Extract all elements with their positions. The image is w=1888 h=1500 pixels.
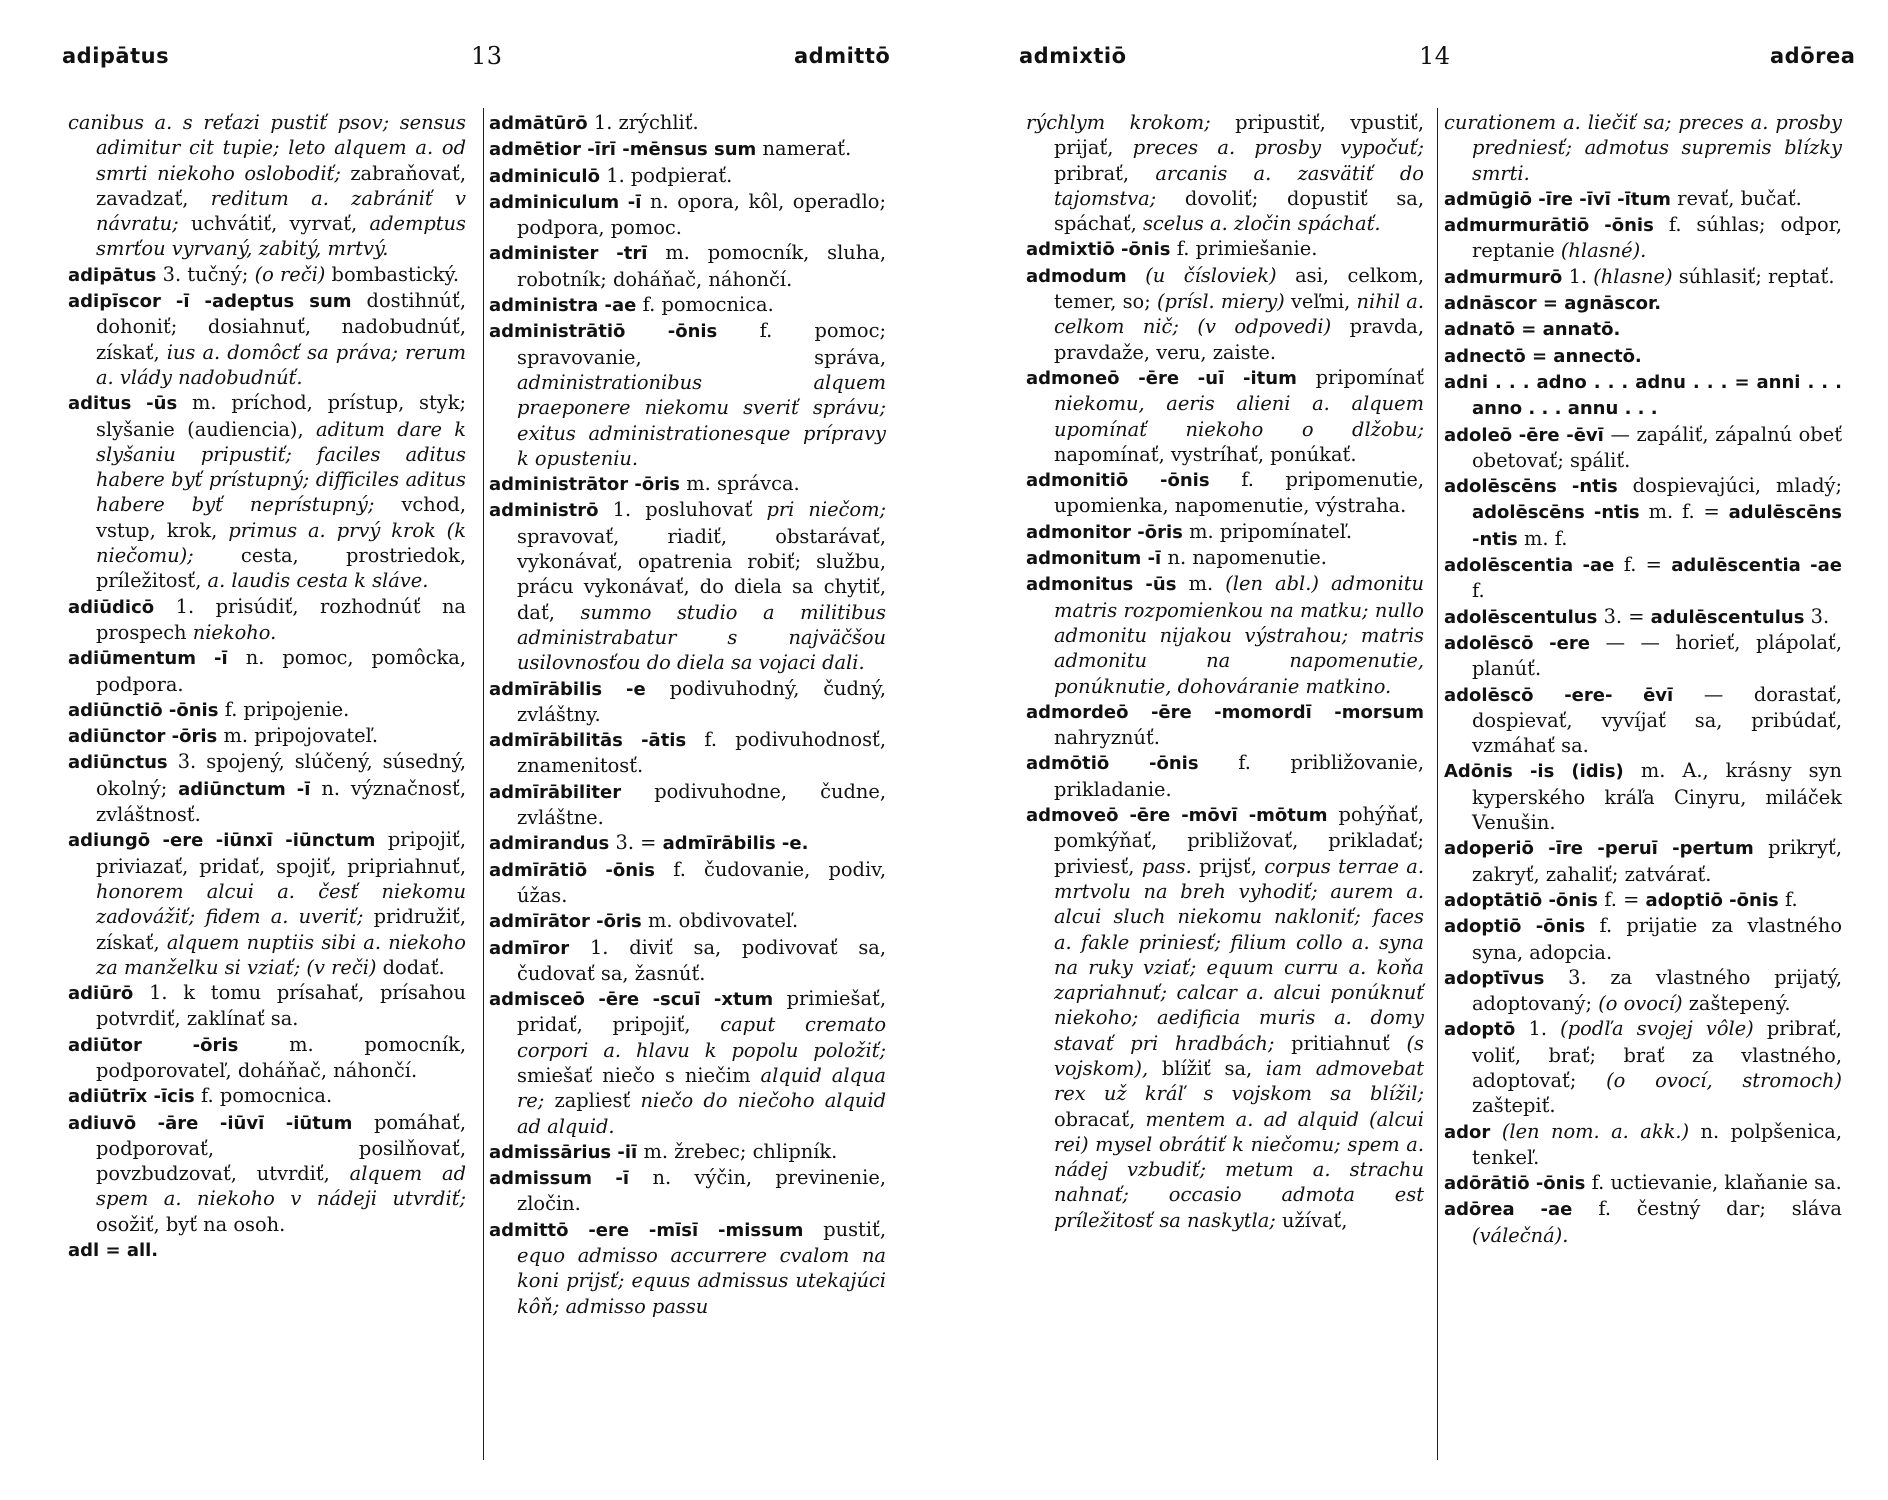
dictionary-entry <box>489 1139 886 1165</box>
dictionary-entry <box>1444 473 1842 552</box>
definition-text: f. primiešanie. <box>1176 237 1318 261</box>
definition-text: dospievajúci, mladý; <box>1632 474 1842 498</box>
dictionary-entry <box>1444 604 1842 630</box>
italic-text: curationem a. liečiť sa; preces a. prosby predniesť; admotus supremis blízky smrti. <box>1444 111 1842 185</box>
definition-text: pripomínať <box>1315 365 1424 389</box>
headword: adiūdicō <box>68 596 176 618</box>
column-divider <box>483 108 484 1460</box>
headword: adiūnctum -ī <box>178 778 322 800</box>
dictionary-entry <box>1444 343 1842 369</box>
definition-text: f. = <box>1623 553 1672 577</box>
italic-text: summo studio a militibus administrabatur s najväčšou usilovnosťou do diela sa vojaci dali. <box>517 600 886 675</box>
definition-text: n. polpšenica, tenkeľ. <box>1472 1119 1842 1169</box>
definition-text: pustiť, <box>823 1217 886 1241</box>
dictionary-entry <box>1444 965 1842 1017</box>
italic-text: iam admovebat rex už kráľ s vojskom sa blížil; <box>1054 1056 1424 1106</box>
headword: adōrātiō -ōnis <box>1444 1173 1592 1195</box>
headword: adiungō -ere -iūnxī -iūnctum <box>68 830 388 852</box>
headword: administrātiō -ōnis <box>489 321 760 343</box>
headword: adminiculō <box>489 165 607 187</box>
headword: admīrātiō -ōnis <box>489 859 674 881</box>
dictionary-entry <box>1444 1119 1842 1171</box>
italic-text: (o reči) <box>254 262 332 286</box>
italic-text: niečo do niečoho alquid ad alquid. <box>517 1089 887 1138</box>
italic-text: equo admisso accurrere cvalom na koni prijsť; equus admissus utekajúci kôň; admisso passu <box>517 1244 886 1318</box>
headword: adoptātiō -ōnis <box>1444 889 1605 911</box>
definition-text: obracať, <box>1054 1107 1146 1131</box>
dictionary-entry <box>1444 1016 1842 1118</box>
dictionary-entry <box>1444 1170 1842 1196</box>
dictionary-entry <box>489 1217 886 1319</box>
dictionary-entry <box>68 1237 466 1263</box>
dictionary-entry <box>1026 802 1424 1233</box>
definition-text: n. význačnosť, zvláštnosť. <box>96 776 466 827</box>
definition-text: zaštepiť. <box>1472 1094 1556 1118</box>
italic-text: (s vojskom), <box>1054 1031 1425 1080</box>
dictionary-entry <box>68 980 466 1032</box>
italic-text: arcanis a. zasvätiť do tajomstva; <box>1054 161 1424 210</box>
headword: adoptiō -ōnis <box>1444 916 1600 938</box>
italic-text: (len abl.) admonitu matris rozpomienkou na matku; nullo admonitu nijakou výstrahou; matris admonitu na napomenutie, ponúknutie, dohováranie matkino. <box>1054 572 1425 698</box>
dictionary-entry <box>1026 545 1424 571</box>
definition-text: blížiť sa, <box>1161 1056 1266 1080</box>
definition-text: 3. spojený, slúčený, súsedný, okolný; <box>96 750 466 800</box>
italic-text: niekomu, aeris alieni a. alquem upomínať niekoho o dlžobu; <box>1054 392 1424 441</box>
italic-text: alquid alqua re; <box>517 1063 886 1113</box>
italic-text: alquem nuptiis sibi a. niekoho za manželku si vziať; (v reči) <box>96 930 466 979</box>
headword: administrō <box>489 500 613 522</box>
definition-text: podivuhodne, čudne, zvláštne. <box>517 779 886 830</box>
definition-text: 1. zrýchliť. <box>593 111 699 134</box>
running-header-right: admittō <box>794 44 891 68</box>
italic-text: ademptus smrťou vyrvaný, zabitý, mrtvý. <box>96 212 466 261</box>
italic-text: (u čísloviek) <box>1145 263 1296 287</box>
headword: admonitiō -ōnis <box>1026 470 1242 492</box>
dictionary-entry <box>1444 887 1842 913</box>
definition-text: pribrať, voliť, brať; brať za vlastného, adoptovať; <box>1472 1017 1842 1092</box>
definition-text: f. čestný dar; sláva <box>1598 1197 1842 1221</box>
definition-text: smiešať niečo s niečim <box>517 1063 761 1087</box>
dictionary-entry <box>489 240 886 292</box>
dictionary-entry <box>1444 290 1842 316</box>
headword: admonitum -ī <box>1026 548 1168 570</box>
dictionary-entry <box>1026 236 1424 262</box>
headword: Adōnis -is (idis) <box>1444 761 1641 783</box>
dictionary-entry <box>1444 552 1842 604</box>
dictionary-entry <box>489 163 886 189</box>
headword: adiūnctus <box>68 752 178 774</box>
definition-text: primiešať, pridať, pripojiť, <box>517 987 886 1037</box>
dictionary-entry <box>489 136 886 162</box>
definition-text: pripustiť, vpustiť, prijať, <box>1054 111 1425 160</box>
dictionary-entry <box>489 318 886 471</box>
dictionary-entry <box>1444 682 1842 759</box>
definition-text: 3. = <box>1603 604 1651 628</box>
definition-text: bombastický. <box>331 262 460 286</box>
definition-text: — dorastať, dospievať, vyvíjať sa, pribúdať, vzmáhať sa. <box>1472 682 1843 758</box>
dictionary-entry <box>489 779 886 831</box>
page-number: 14 <box>1419 42 1451 70</box>
running-header-right: adōrea <box>1770 44 1856 68</box>
definition-text: f. podivuhodnosť, znamenitosť. <box>517 728 886 778</box>
headword: admīrābilis -e. <box>662 833 809 855</box>
definition-text: m. pomocník, podporovateľ, doháňač, náhončí. <box>96 1032 466 1082</box>
headword: admūgiō -īre -īvī -ītum <box>1444 188 1678 210</box>
dictionary-entry <box>1026 699 1424 751</box>
dictionary-entry <box>489 676 886 728</box>
italic-text: rýchlym krokom; <box>1026 111 1236 134</box>
definition-text: f. pomoc; spravovanie, správa, <box>517 319 886 369</box>
italic-text: mentem a. ad alquid (alcui rei) mysel obrátiť k niečomu; spem a. nádej vzbudiť; metum a. strachu nahnať; occasio admota est príležitosť sa naskytla; <box>1054 1107 1424 1232</box>
headword: admodum <box>1026 265 1146 287</box>
dictionary-entry <box>68 1032 466 1084</box>
definition-text: vchod, vstup, krok, <box>96 493 466 542</box>
dictionary-entry <box>1444 186 1842 212</box>
definition-text: namerať. <box>762 137 852 161</box>
headword: adulēscentia -ae <box>1671 555 1842 577</box>
headword: admōtiō -ōnis <box>1026 753 1239 775</box>
headword: admētior -īrī -mēnsus sum <box>489 139 763 161</box>
definition-text: f. <box>1784 887 1798 911</box>
definition-text: 1. <box>1528 1017 1561 1041</box>
dictionary-entry <box>68 262 466 288</box>
dictionary-entry <box>489 497 886 675</box>
definition-text: revať, bučať. <box>1677 186 1802 210</box>
headword: admātūrō <box>489 113 594 134</box>
headword: adolēscentia -ae <box>1444 555 1624 577</box>
dictionary-entry <box>68 827 466 980</box>
headword: adolēscō -ere <box>1444 632 1606 654</box>
dictionary-entry <box>68 110 466 262</box>
italic-text: canibus a. s reťazi pustiť psov; sensus adimitur cit tupie; leto alquem a. od smrti niekoho oslobodiť; <box>68 111 466 185</box>
dictionary-entry <box>68 594 466 646</box>
headword: admittō -ere -mīsī -missum <box>489 1219 824 1241</box>
dictionary-entry <box>489 1165 886 1217</box>
headword: adoperiō -īre -peruī -pertum <box>1444 838 1769 860</box>
headword: admīror <box>489 937 590 959</box>
headword: administrātor -ōris <box>489 474 687 496</box>
italic-text: nihil a. celkom nič; (v odpovedi) <box>1054 290 1424 339</box>
dictionary-entry <box>1026 750 1424 802</box>
italic-text: aditum dare k slyšaniu pripustiť; faciles aditus habere byť prístupný; difficiles aditus habere byť neprístupný; <box>96 417 467 517</box>
definition-text: m. f. = <box>1648 500 1729 524</box>
definition-text: f. pripojenie. <box>224 697 350 721</box>
definition-text: pridružiť, získať, <box>96 905 466 954</box>
definition-text: m. pripomínateľ. <box>1189 519 1353 543</box>
definition-text: 3. = <box>615 831 663 855</box>
headword: admordeō -ēre -momordī -morsum <box>1026 701 1424 723</box>
headword: adiūnctiō -ōnis <box>68 699 225 721</box>
headword: admīrābilis -e <box>489 678 670 700</box>
italic-text: (válečná). <box>1472 1223 1569 1247</box>
definition-text: m. pripojovateľ. <box>223 724 379 748</box>
italic-text: (o ovocí) <box>1598 992 1689 1016</box>
headword: adipīscor -ī -adeptus sum <box>68 291 367 313</box>
definition-text: m. f. <box>1524 526 1568 550</box>
headword: admoneō -ēre -uī -itum <box>1026 367 1316 389</box>
running-header-left: adipātus <box>62 44 170 68</box>
dictionary-entry <box>1026 263 1424 365</box>
headword: admisceō -ēre -scuī -xtum <box>489 989 787 1011</box>
dictionary-entry <box>489 189 886 241</box>
definition-text: zaštepený. <box>1688 992 1791 1016</box>
headword: adolēscēns -ntis <box>1472 502 1649 524</box>
headword: adni . . . adno . . . adnu . . . = anni . . . anno . . . annu . . . <box>1444 371 1842 420</box>
definition-text: 3. za vlastného prijatý, adoptovaný; <box>1472 965 1842 1016</box>
definition-text: 1. diviť sa, podivovať sa, čudovať sa, žasnúť. <box>517 935 886 985</box>
headword: admoveō -ēre -mōvī -mōtum <box>1026 805 1339 827</box>
dictionary-entry <box>489 935 886 987</box>
headword: aditus -ūs <box>68 393 193 415</box>
definition-text: 1. posluhovať <box>612 498 767 522</box>
headword: administra -ae <box>489 295 643 317</box>
italic-text: preces a. prosby vypočuť; <box>1132 136 1424 160</box>
italic-text: (podľa svojej vôle) <box>1560 1017 1767 1041</box>
dictionary-entry <box>1026 365 1424 467</box>
headword: admissum -ī <box>489 1168 653 1190</box>
italic-text: niekoho. <box>192 620 277 644</box>
dictionary-entry <box>68 749 466 827</box>
headword: admirandus <box>489 833 616 855</box>
dictionary-entry <box>68 723 466 749</box>
dictionary-entry <box>1026 110 1424 236</box>
running-header-left: admixtiō <box>1019 44 1127 68</box>
dictionary-entry <box>1444 913 1842 965</box>
headword: ador <box>1444 1121 1502 1143</box>
definition-text: cesta, prostriedok, príležitosť, <box>96 544 467 593</box>
headword: admurmurō <box>1444 266 1569 288</box>
dictionary-entry <box>68 697 466 723</box>
dictionary-column-2 <box>489 110 886 1319</box>
headword: admīrātor -ōris <box>489 911 648 933</box>
dictionary-entry <box>1444 212 1842 264</box>
definition-text: f. čudovanie, podiv, úžas. <box>517 857 886 907</box>
italic-text: corpus terrae a. mrtvolu na breh vyhodiť; aurem a. alcui sluch niekomu nakloniť; faces a. fakle priniesť; filium collo a. syna na ruky vziať; equum curru a. koňa zapriahnuť; calcar a. alcui ponúknuť niekoho; aedificia muris a. domy stavať pri hradbách; <box>1054 854 1425 1055</box>
definition-text: napomínať, vystríhať, ponúkať. <box>1054 442 1357 466</box>
headword: adoptiō -ōnis <box>1645 889 1785 911</box>
headword: adiūtor -ōris <box>68 1034 290 1056</box>
headword: adolēscēns -ntis <box>1444 476 1633 498</box>
definition-text: m. žrebec; chlipník. <box>643 1139 838 1163</box>
definition-text: f. pomocnica. <box>642 293 774 317</box>
headword: admurmurātiō -ōnis <box>1444 215 1669 237</box>
headword: administer -trī <box>489 243 666 265</box>
dictionary-entry <box>68 288 466 390</box>
definition-text: m. A., krásny syn kyperského kráľa Cinyru, miláček Venušin. <box>1472 759 1842 835</box>
dictionary-entry <box>489 727 886 779</box>
italic-text: (hlasne) <box>1593 264 1679 288</box>
definition-text: f. <box>1472 579 1485 603</box>
definition-text: m. príchod, prístup, styk; slyšanie (audiencia), <box>96 391 466 441</box>
page-number: 13 <box>471 42 503 70</box>
definition-text: m. obdivovateľ. <box>647 909 799 933</box>
definition-text: f. približovanie, prikladanie. <box>1054 751 1424 801</box>
definition-text: zabraňovať, zavadzať, <box>96 161 466 210</box>
headword: adolēscentulus <box>1444 606 1604 628</box>
headword: adnāscor = agnāscor. <box>1444 293 1662 315</box>
definition-text: 1. prisúdiť, rozhodnúť na prospech <box>96 594 466 644</box>
definition-text: 3. tučný; <box>162 262 255 286</box>
italic-text: pass. <box>1141 854 1200 878</box>
dictionary-entry <box>489 908 886 934</box>
column-divider <box>1437 108 1438 1460</box>
italic-text: (hlasné). <box>1560 239 1647 263</box>
italic-text: scelus a. zločin spáchať. <box>1142 212 1381 236</box>
definition-text: asi, celkom, temer, so; <box>1054 263 1424 314</box>
definition-text: dostihnúť, dohoniť; dosiahnuť, nadobudnúť, získať, <box>96 289 466 364</box>
dictionary-entry <box>489 471 886 497</box>
definition-text: — zapáliť, zápalnú obeť obetovať; spáliť. <box>1472 422 1842 472</box>
dictionary-column-2 <box>1444 110 1842 1248</box>
dictionary-column-1 <box>68 110 466 1263</box>
dictionary-entry <box>1444 110 1842 186</box>
definition-text: m. pomocník, sluha, robotník; doháňač, náhončí. <box>517 241 886 291</box>
italic-text: ius a. domôcť sa práva; rerum a. vlády nadobudnúť. <box>96 340 466 389</box>
headword: adiūnctor -ōris <box>68 726 224 748</box>
definition-text: — — horieť, plápolať, planúť. <box>1472 630 1842 681</box>
headword: admixtiō -ōnis <box>1026 239 1177 261</box>
definition-text: pomáhať, podporovať, posilňovať, povzbudzovať, utvrdiť, <box>96 1110 466 1186</box>
headword: adulēscentulus <box>1650 606 1811 628</box>
dictionary-entry <box>489 292 886 318</box>
definition-text: m. správca. <box>686 472 800 496</box>
definition-text: osožiť, byť na osoh. <box>96 1212 286 1236</box>
definition-text: f. pomocnica. <box>201 1084 333 1108</box>
definition-text: n. výčin, previnenie, zločin. <box>517 1166 886 1216</box>
dictionary-entry <box>1444 422 1842 474</box>
headword: adiūmentum -ī <box>68 648 246 670</box>
definition-text: m. <box>1188 572 1226 596</box>
headword: adiūtrīx -īcis <box>68 1086 202 1108</box>
definition-text: 1. podpierať. <box>606 163 733 187</box>
dictionary-entry <box>1444 369 1842 422</box>
headword: adiuvō -āre -iūvī -iūtum <box>68 1112 374 1134</box>
dictionary-column-1 <box>1026 110 1424 1233</box>
definition-text: nahryznúť. <box>1054 726 1160 750</box>
definition-text: uchvátiť, vyrvať, <box>190 212 370 236</box>
dictionary-entry <box>489 110 886 136</box>
definition-text: súhlasiť; reptať. <box>1678 264 1835 288</box>
dictionary-entry <box>489 986 886 1139</box>
italic-text: primus a. prvý krok (k niečomu); <box>96 518 466 568</box>
headword: admonitor -ōris <box>1026 521 1190 543</box>
definition-text: f. = <box>1604 887 1646 911</box>
headword: admīrābiliter <box>489 781 655 803</box>
dictionary-entry <box>1026 519 1424 545</box>
italic-text: (o ovocí, stromoch) <box>1606 1068 1843 1092</box>
dictionary-entry <box>1026 571 1424 698</box>
italic-text: (len nom. a. akk.) <box>1501 1119 1701 1143</box>
headword: adnectō = annectō. <box>1444 345 1642 367</box>
definition-text: prikryť, zakryť, zahaliť; zatvárať. <box>1472 836 1842 886</box>
definition-text: f. pripomenutie, upomienka, napomenutie, výstraha. <box>1054 468 1424 518</box>
definition-text: pribrať, <box>1054 161 1156 185</box>
dictionary-entry <box>68 390 466 593</box>
dictionary-entry <box>1444 758 1842 835</box>
definition-text: pohýňať, pomkýňať, približovať, prikladať; priviesť, <box>1054 803 1424 878</box>
definition-text: dovoliť; dopustiť sa, spáchať, <box>1054 186 1425 236</box>
dictionary-entry <box>68 1083 466 1109</box>
dictionary-entry <box>1444 264 1842 290</box>
definition-text: f. prijatie za vlastného syna, adopcia. <box>1472 914 1842 964</box>
dictionary-entry <box>489 857 886 909</box>
definition-text: užívať, <box>1281 1208 1348 1232</box>
dictionary-entry <box>1026 467 1424 519</box>
dictionary-entry <box>68 645 466 697</box>
dictionary-entry <box>1444 1196 1842 1248</box>
dictionary-entry <box>1444 630 1842 682</box>
dictionary-entry <box>489 830 886 856</box>
headword: adminiculum -ī <box>489 191 651 213</box>
headword: adl = all. <box>68 1240 159 1262</box>
headword: admissārius -iī <box>489 1141 644 1163</box>
definition-text: pravda, pravdaže, veru, zaiste. <box>1054 315 1424 364</box>
italic-text: administrationibus alquem praeponere niekomu sveriť správu; exitus administrationesque prípravy k opusteniu. <box>517 370 886 470</box>
dictionary-entry <box>1444 835 1842 887</box>
definition-text: dodať. <box>382 955 445 979</box>
headword: adoptō <box>1444 1019 1529 1041</box>
italic-text: (prísl. miery) <box>1156 290 1291 314</box>
headword: adoptīvus <box>1444 967 1569 989</box>
definition-text: veľmi, <box>1290 290 1357 314</box>
definition-text: spravovať, riadiť, obstarávať, vykonávať, opatrenia robiť; službu, prácu vykonávať, do diela sa chytiť, dať, <box>517 524 886 624</box>
definition-text: n. napomenutie. <box>1167 546 1327 570</box>
headword: adoleō -ēre -ēvī <box>1444 424 1611 446</box>
headword: adnatō = annatō. <box>1444 319 1621 341</box>
definition-text: 1. <box>1568 264 1594 288</box>
right-page <box>944 0 1888 1500</box>
headword: adolēscō -ere- ēvī <box>1444 684 1704 706</box>
definition-text: f. súhlas; odpor, reptanie <box>1472 213 1842 263</box>
definition-text: prijsť, <box>1199 854 1265 878</box>
dictionary-entry <box>1444 316 1842 342</box>
italic-text: caput cremato corpori a. hlavu k popolu položiť; <box>517 1013 887 1062</box>
headword: admonitus -ūs <box>1026 574 1189 596</box>
headword: adiūrō <box>68 983 150 1005</box>
definition-text: n. opora, kôl, operadlo; podpora, pomoc. <box>517 189 886 240</box>
definition-text: 1. k tomu prísahať, prísahou potvrdiť, zaklínať sa. <box>96 981 466 1031</box>
headword: adipātus <box>68 264 163 286</box>
headword: admīrābilitās -ātis <box>489 730 705 752</box>
italic-text: honorem alcui a. česť niekomu zadovážiť; fidem a. uveriť; <box>96 879 466 929</box>
definition-text: 3. <box>1810 604 1830 628</box>
definition-text: zapliesť <box>554 1089 641 1113</box>
italic-text: pri niečom; <box>766 498 886 522</box>
dictionary-entry <box>68 1110 466 1237</box>
italic-text: a. laudis cesta k sláve. <box>207 569 429 593</box>
headword: adulēscēns -ntis <box>1472 502 1842 550</box>
italic-text: reditum a. zabrániť v návratu; <box>96 186 466 236</box>
definition-text: pritiahnuť <box>1291 1031 1407 1055</box>
definition-text: f. uctievanie, klaňanie sa. <box>1591 1171 1842 1195</box>
italic-text: alquem ad spem a. niekoho v nádeji utvrdiť; <box>96 1162 466 1211</box>
definition-text: n. pomoc, pomôcka, podpora. <box>96 646 466 696</box>
definition-text: podivuhodný, čudný, zvláštny. <box>517 676 886 726</box>
headword: adōrea -ae <box>1444 1199 1599 1221</box>
definition-text: pripojiť, priviazať, pridať, spojiť, pripriahnuť, <box>96 828 466 878</box>
